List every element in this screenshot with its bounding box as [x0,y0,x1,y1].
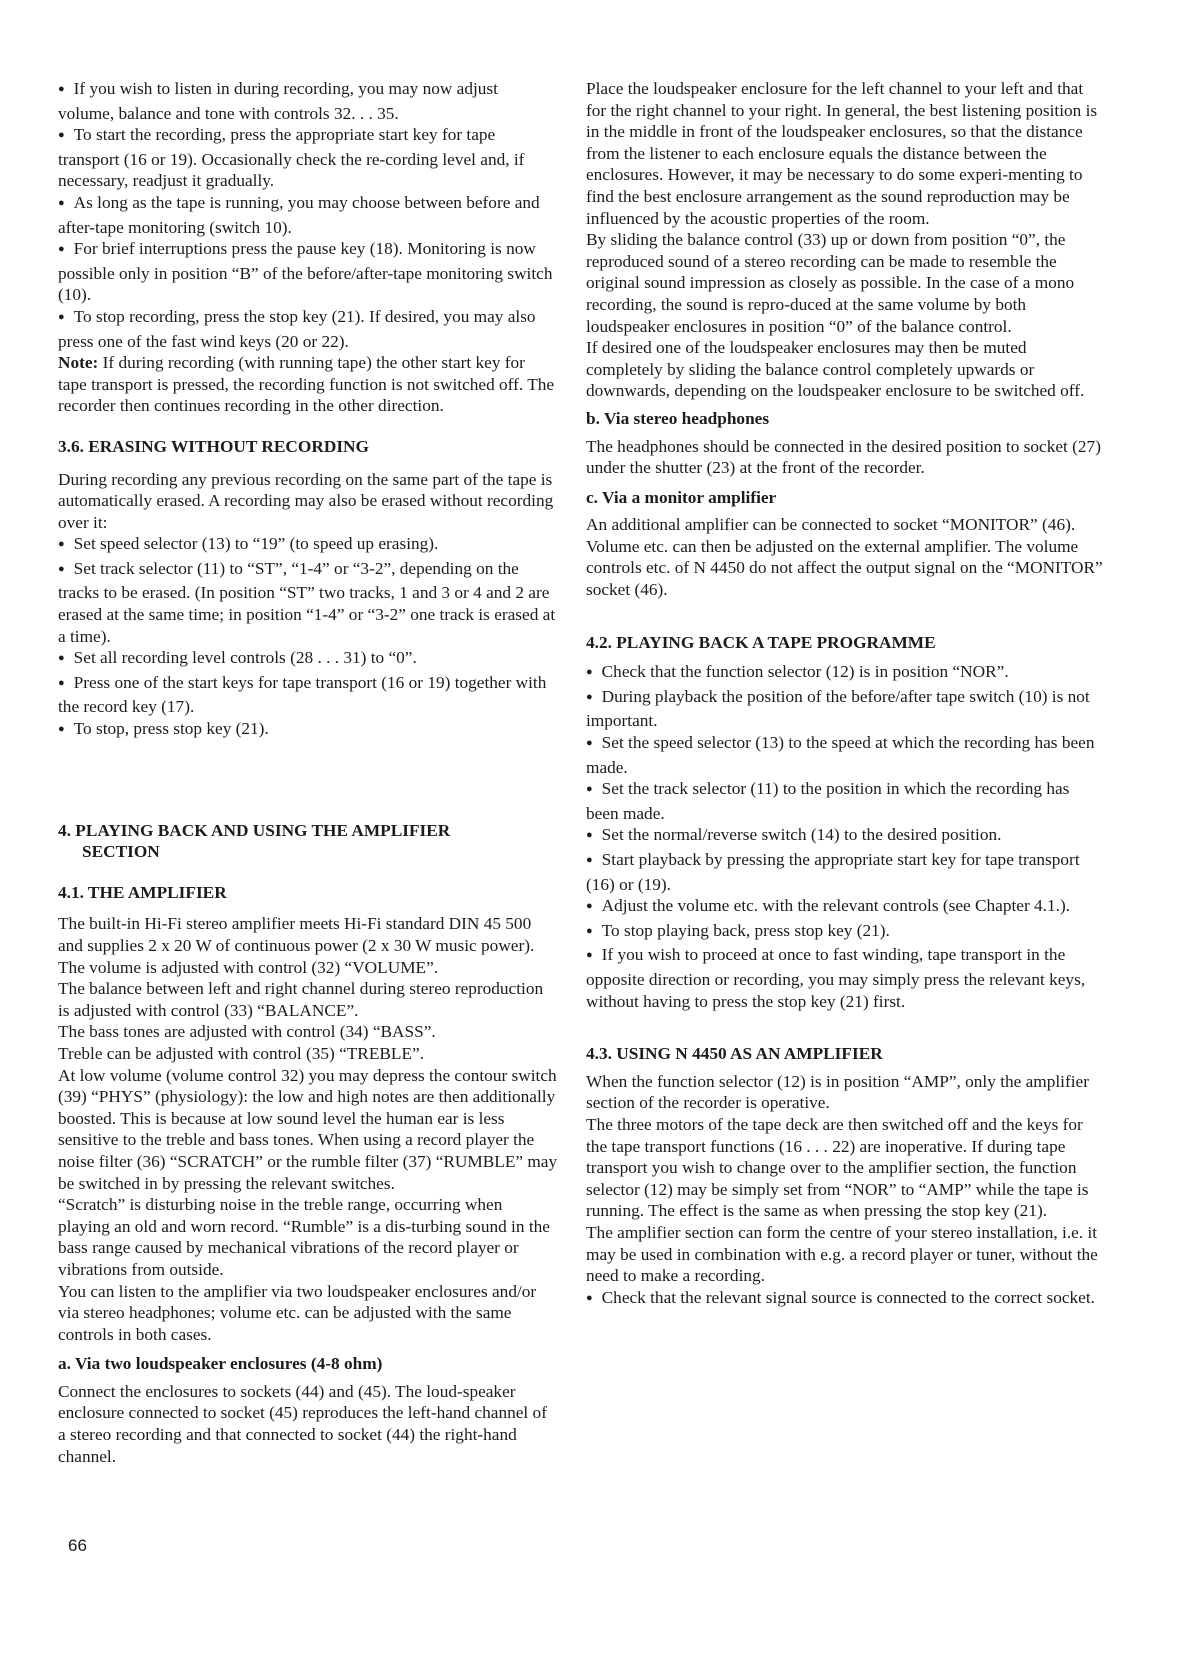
paragraph: The balance between left and right channel during stereo reproduction is adjusted with control (33) “BALANCE”. [58,979,544,1020]
paragraph: The amplifier section can form the centre of your stereo installation, i.e. it may be used in combination with e.g. a record player or tuner, without the need to make a recording. [586,1222,1098,1286]
section-heading-4: 4. PLAYING BACK AND USING THE AMPLIFIER [58,820,451,840]
paragraph: At low volume (volume control 32) you may depress the contour switch (39) “PHYS” (physiology): the low and high notes are then additionally boosted. This is because at low sound level the human ear is less sensitive to the treble and bass tones. When using a record player the noise filter (36) “SCRATCH” or the rumble filter (37) “RUMBLE” may be switched in by pressing the relevant switches. [58,1065,558,1193]
subsection-heading-b: b. Via stereo headphones [586,408,770,428]
section-heading-4-cont: SECTION [82,842,160,862]
paragraph: Treble can be adjusted with control (35) “TREBLE”. [58,1043,425,1063]
list-item: ● Check that the function selector (12) is in position “NOR”. [586,661,1106,686]
paragraph: Connect the enclosures to sockets (44) and (45). The loud-speaker enclosure connected to socket (45) reproduces the left-hand channel of a stereo recording and that connected to socket (44) the right-hand channel. [58,1381,547,1466]
paragraph: The built-in Hi-Fi stereo amplifier meets Hi-Fi standard DIN 45 500 and supplies 2 x 20 W of continuous power (2 x 30 W music power). [58,914,535,955]
subsection-heading-c: c. Via a monitor amplifier [586,487,777,507]
section-heading-4-1: 4.1. THE AMPLIFIER [58,882,227,902]
paragraph: The headphones should be connected in the desired position to socket (27) under the shutter (23) at the front of the recorder. [586,436,1101,478]
list-item: ● Adjust the volume etc. with the relevant controls (see Chapter 4.1.). [586,895,1106,920]
paragraph: The volume is adjusted with control (32) “VOLUME”. [58,957,439,977]
list-item: ● Set the normal/reverse switch (14) to the desired position. [586,824,1106,849]
left-column [58,78,558,1467]
paragraph: The bass tones are adjusted with control (34) “BASS”. [58,1022,436,1042]
list-item: ● Check that the relevant signal source is connected to the correct socket. [586,1287,1106,1312]
list-item: ● Set speed selector (13) to “19” (to speed up erasing). [58,533,558,558]
subsection-heading-a: a. Via two loudspeaker enclosures (4-8 ohm) [58,1354,383,1374]
list-item: ● During playback the position of the before/after tape switch (10) is not important. [586,686,1106,732]
list-item: ● Set the track selector (11) to the position in which the recording has been made. [586,778,1106,824]
list-item: ● Start playback by pressing the appropriate start key for tape transport (16) or (19). [586,849,1106,895]
list-item: ● To start the recording, press the appropriate start key for tape transport (16 or 19). Occasionally check the re-cording level and, if necessary, readjust it gradually. [58,124,558,192]
list-item: ● Press one of the start keys for tape transport (16 or 19) together with the record key (17). [58,672,558,718]
paragraph: An additional amplifier can be connected to socket “MONITOR” (46). Volume etc. can then be adjusted on the external amplifier. The volume controls etc. of N 4450 do not affect the output signal on the “MONITOR” socket (46). [586,515,1103,600]
paragraph: If desired one of the loudspeaker enclosures may then be muted completely by sliding the balance control completely upwards or downwards, depending on the loudspeaker enclosure to be switched off. [586,338,1085,401]
page-number: 66 [68,1536,87,1555]
paragraph: “Scratch” is disturbing noise in the treble range, occurring when playing an old and worn record. “Rumble” is a dis-turbing sound in the bass range caused by mechanical vibrations of the record player or vibrations from outside. [58,1195,550,1279]
section-heading-4-2: 4.2. PLAYING BACK A TAPE PROGRAMME [586,632,936,652]
note-text: If during recording (with running tape) the other start key for tape transport is pressed, the recording function is not switched off. The recorder then continues recording in the other direction. [58,353,555,416]
list-item: ● If you wish to listen in during recording, you may now adjust volume, balance and tone with controls 32. . . 35. [58,78,558,124]
list-item: ● To stop recording, press the stop key (21). If desired, you may also press one of the fast wind keys (20 or 22). [58,306,558,352]
list-item: ● If you wish to proceed at once to fast winding, tape transport in the opposite direction or recording, you may simply press the relevant keys, without having to press the stop key (21) first. [586,944,1106,1012]
list-item: ● For brief interruptions press the pause key (18). Monitoring is now possible only in position “B” of the before/after-tape monitoring switch (10). [58,238,558,306]
list-item: ● As long as the tape is running, you may choose between before and after-tape monitoring (switch 10). [58,192,558,238]
list-item: ● Set all recording level controls (28 . . . 31) to “0”. [58,647,558,672]
list-item: ● To stop playing back, press stop key (21). [586,920,1106,945]
section-heading-4-3: 4.3. USING N 4450 AS AN AMPLIFIER [586,1044,883,1064]
paragraph: The three motors of the tape deck are then switched off and the keys for the tape transport functions (16 . . . 22) are inoperative. If during tape transport you wish to change over to the amplifier section, the function selector (12) may be simply set from “NOR” to “AMP” while the tape is running. The effect is the same as when pressing the stop key (21). [586,1114,1089,1221]
right-column [586,78,1106,1311]
paragraph: Place the loudspeaker enclosure for the left channel to your left and that for the right channel to your right. In general, the best listening position is in the middle in front of the loudspeaker enclosures, so that the distance from the listener to each enclosure equals the distance between the enclosures. However, it may be necessary to do some experi-menting to find the best enclosure arrangement as the sound reproduction may be influenced by the acoustic properties of the room. [586,79,1098,228]
paragraph: You can listen to the amplifier via two loudspeaker enclosures and/or via stereo headphones; volume etc. can be adjusted with the same controls in both cases. [58,1281,537,1344]
list-item: ● Set the speed selector (13) to the speed at which the recording has been made. [586,732,1106,778]
paragraph: By sliding the balance control (33) up or down from position “0”, the reproduced sound of a stereo recording can be made to resemble the original sound impression as closely as possible. In the case of a mono recording, the sound is repro-duced at the same volume by both loudspeaker enclosures in position “0” of the balance control. [586,230,1075,336]
list-item: ● Set track selector (11) to “ST”, “1-4” or “3-2”, depending on the tracks to be erased. (In position “ST” two tracks, 1 and 3 or 4 and 2 are erased at the same time; in position “1-4” or “3-2” one track is erased at a time). [58,558,558,647]
list-item: ● To stop, press stop key (21). [58,718,558,743]
note-label: Note: [58,353,99,373]
section-heading-3-6: 3.6. ERASING WITHOUT RECORDING [58,436,369,456]
note-paragraph [58,352,558,417]
paragraph: When the function selector (12) is in position “AMP”, only the amplifier section of the recorder is operative. [586,1071,1089,1113]
paragraph: During recording any previous recording on the same part of the tape is automatically erased. A recording may also be erased without recording over it: [58,469,554,532]
